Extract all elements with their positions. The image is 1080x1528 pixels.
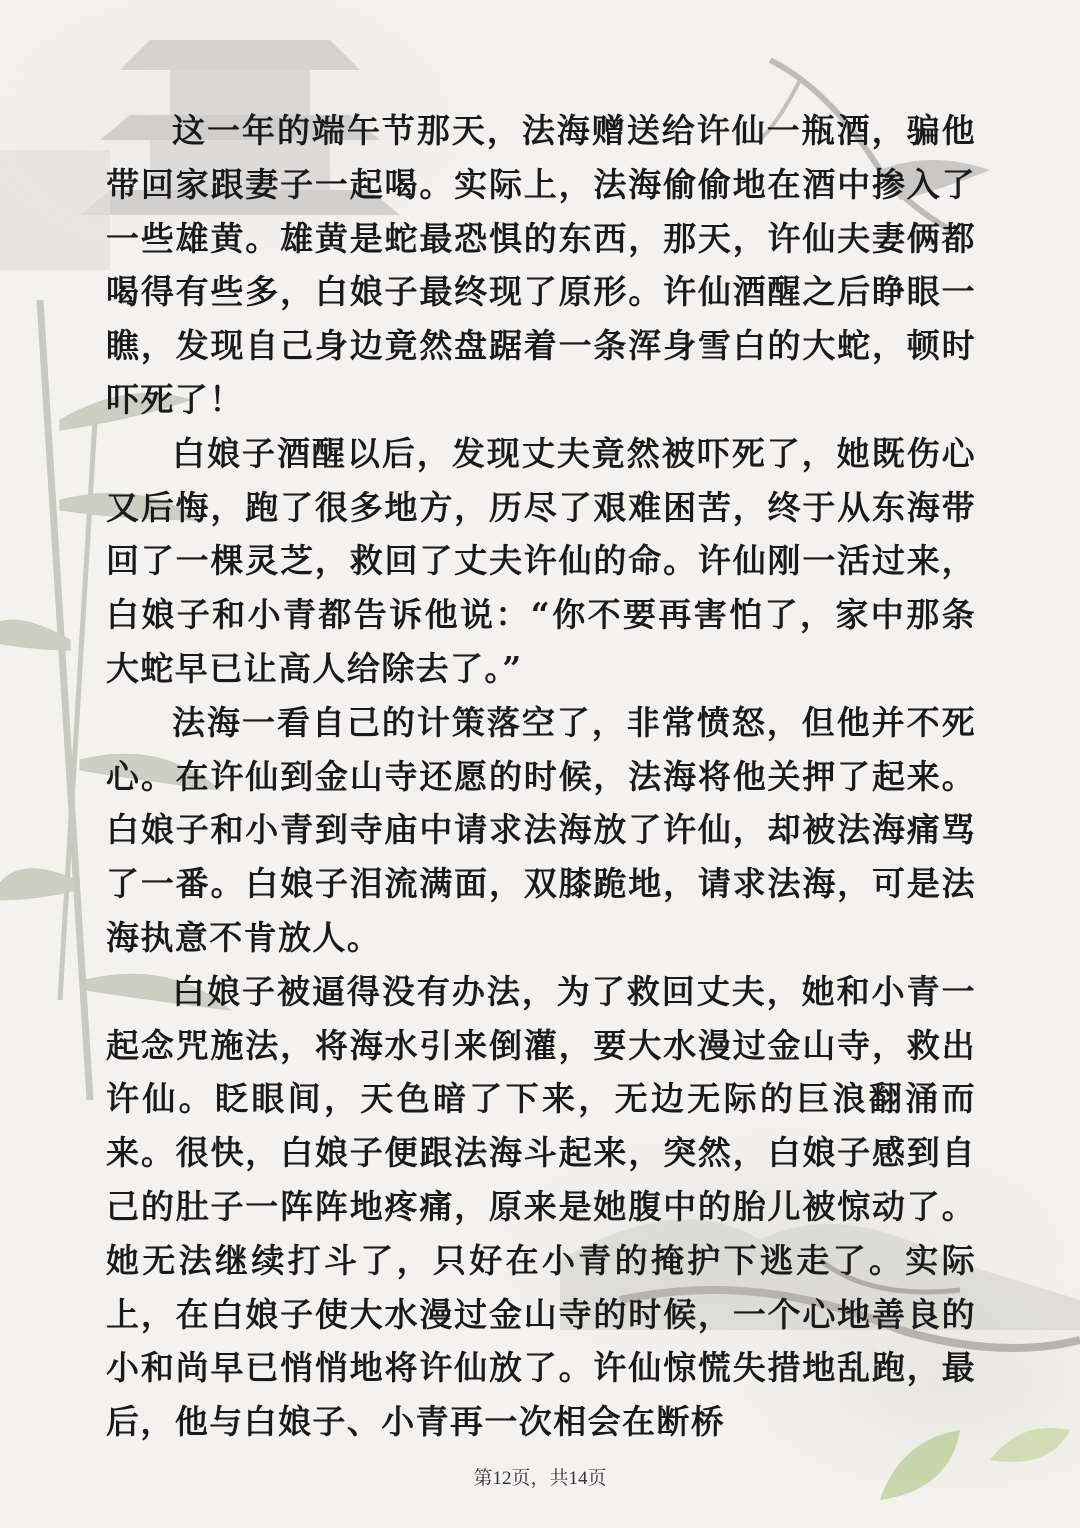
paragraph: 白娘子酒醒以后，发现丈夫竟然被吓死了，她既伤心又后悔，跑了很多地方，历尽了艰难困苦，终于从东海带回了一棵灵芝，救回了丈夫许仙的命。许仙刚一活过来，白娘子和小青都告诉他说：“你不要再害怕了，家中那条大蛇早已让高人给除去了。”	[106, 433, 976, 688]
paragraph: 这一年的端午节那天，法海赠送给许仙一瓶酒，骗他带回家跟妻子一起喝。实际上，法海偷偷地在酒中掺入了一些雄黄。雄黄是蛇最恐惧的东西，那天，许仙夫妻俩都喝得有些多，白娘子最终现了原形。许仙酒醒之后睁眼一瞧，发现自己身边竟然盘踞着一条浑身雪白的大蛇，顿时吓死了！	[106, 111, 976, 419]
page-number: 第12页，共14页	[473, 1468, 607, 1489]
paragraph: 白娘子被逼得没有办法，为了救回丈夫，她和小青一起念咒施法，将海水引来倒灌，要大水漫过金山寺，救出许仙。眨眼间，天色暗了下来，无边无际的巨浪翻涌而来。很快，白娘子便跟法海斗起来，突然，白娘子感到自己的肚子一阵阵地疼痛，原来是她腹中的胎儿被惊动了。她无法继续打斗了，只好在小青的掩护下逃走了。实际上，在白娘子使大水漫过金山寺的时候，一个心地善良的小和尚早已悄悄地将许仙放了。许仙惊慌失措地乱跑，最后，他与白娘子、小青再一次相会在断桥	[106, 971, 976, 1442]
paragraph: 法海一看自己的计策落空了，非常愤怒，但他并不死心。在许仙到金山寺还愿的时候，法海将他关押了起来。白娘子和小青到寺庙中请求法海放了许仙，却被法海痛骂了一番。白娘子泪流满面，双膝跪地，请求法海，可是法海执意不肯放人。	[106, 702, 976, 957]
document-body	[106, 104, 976, 1449]
